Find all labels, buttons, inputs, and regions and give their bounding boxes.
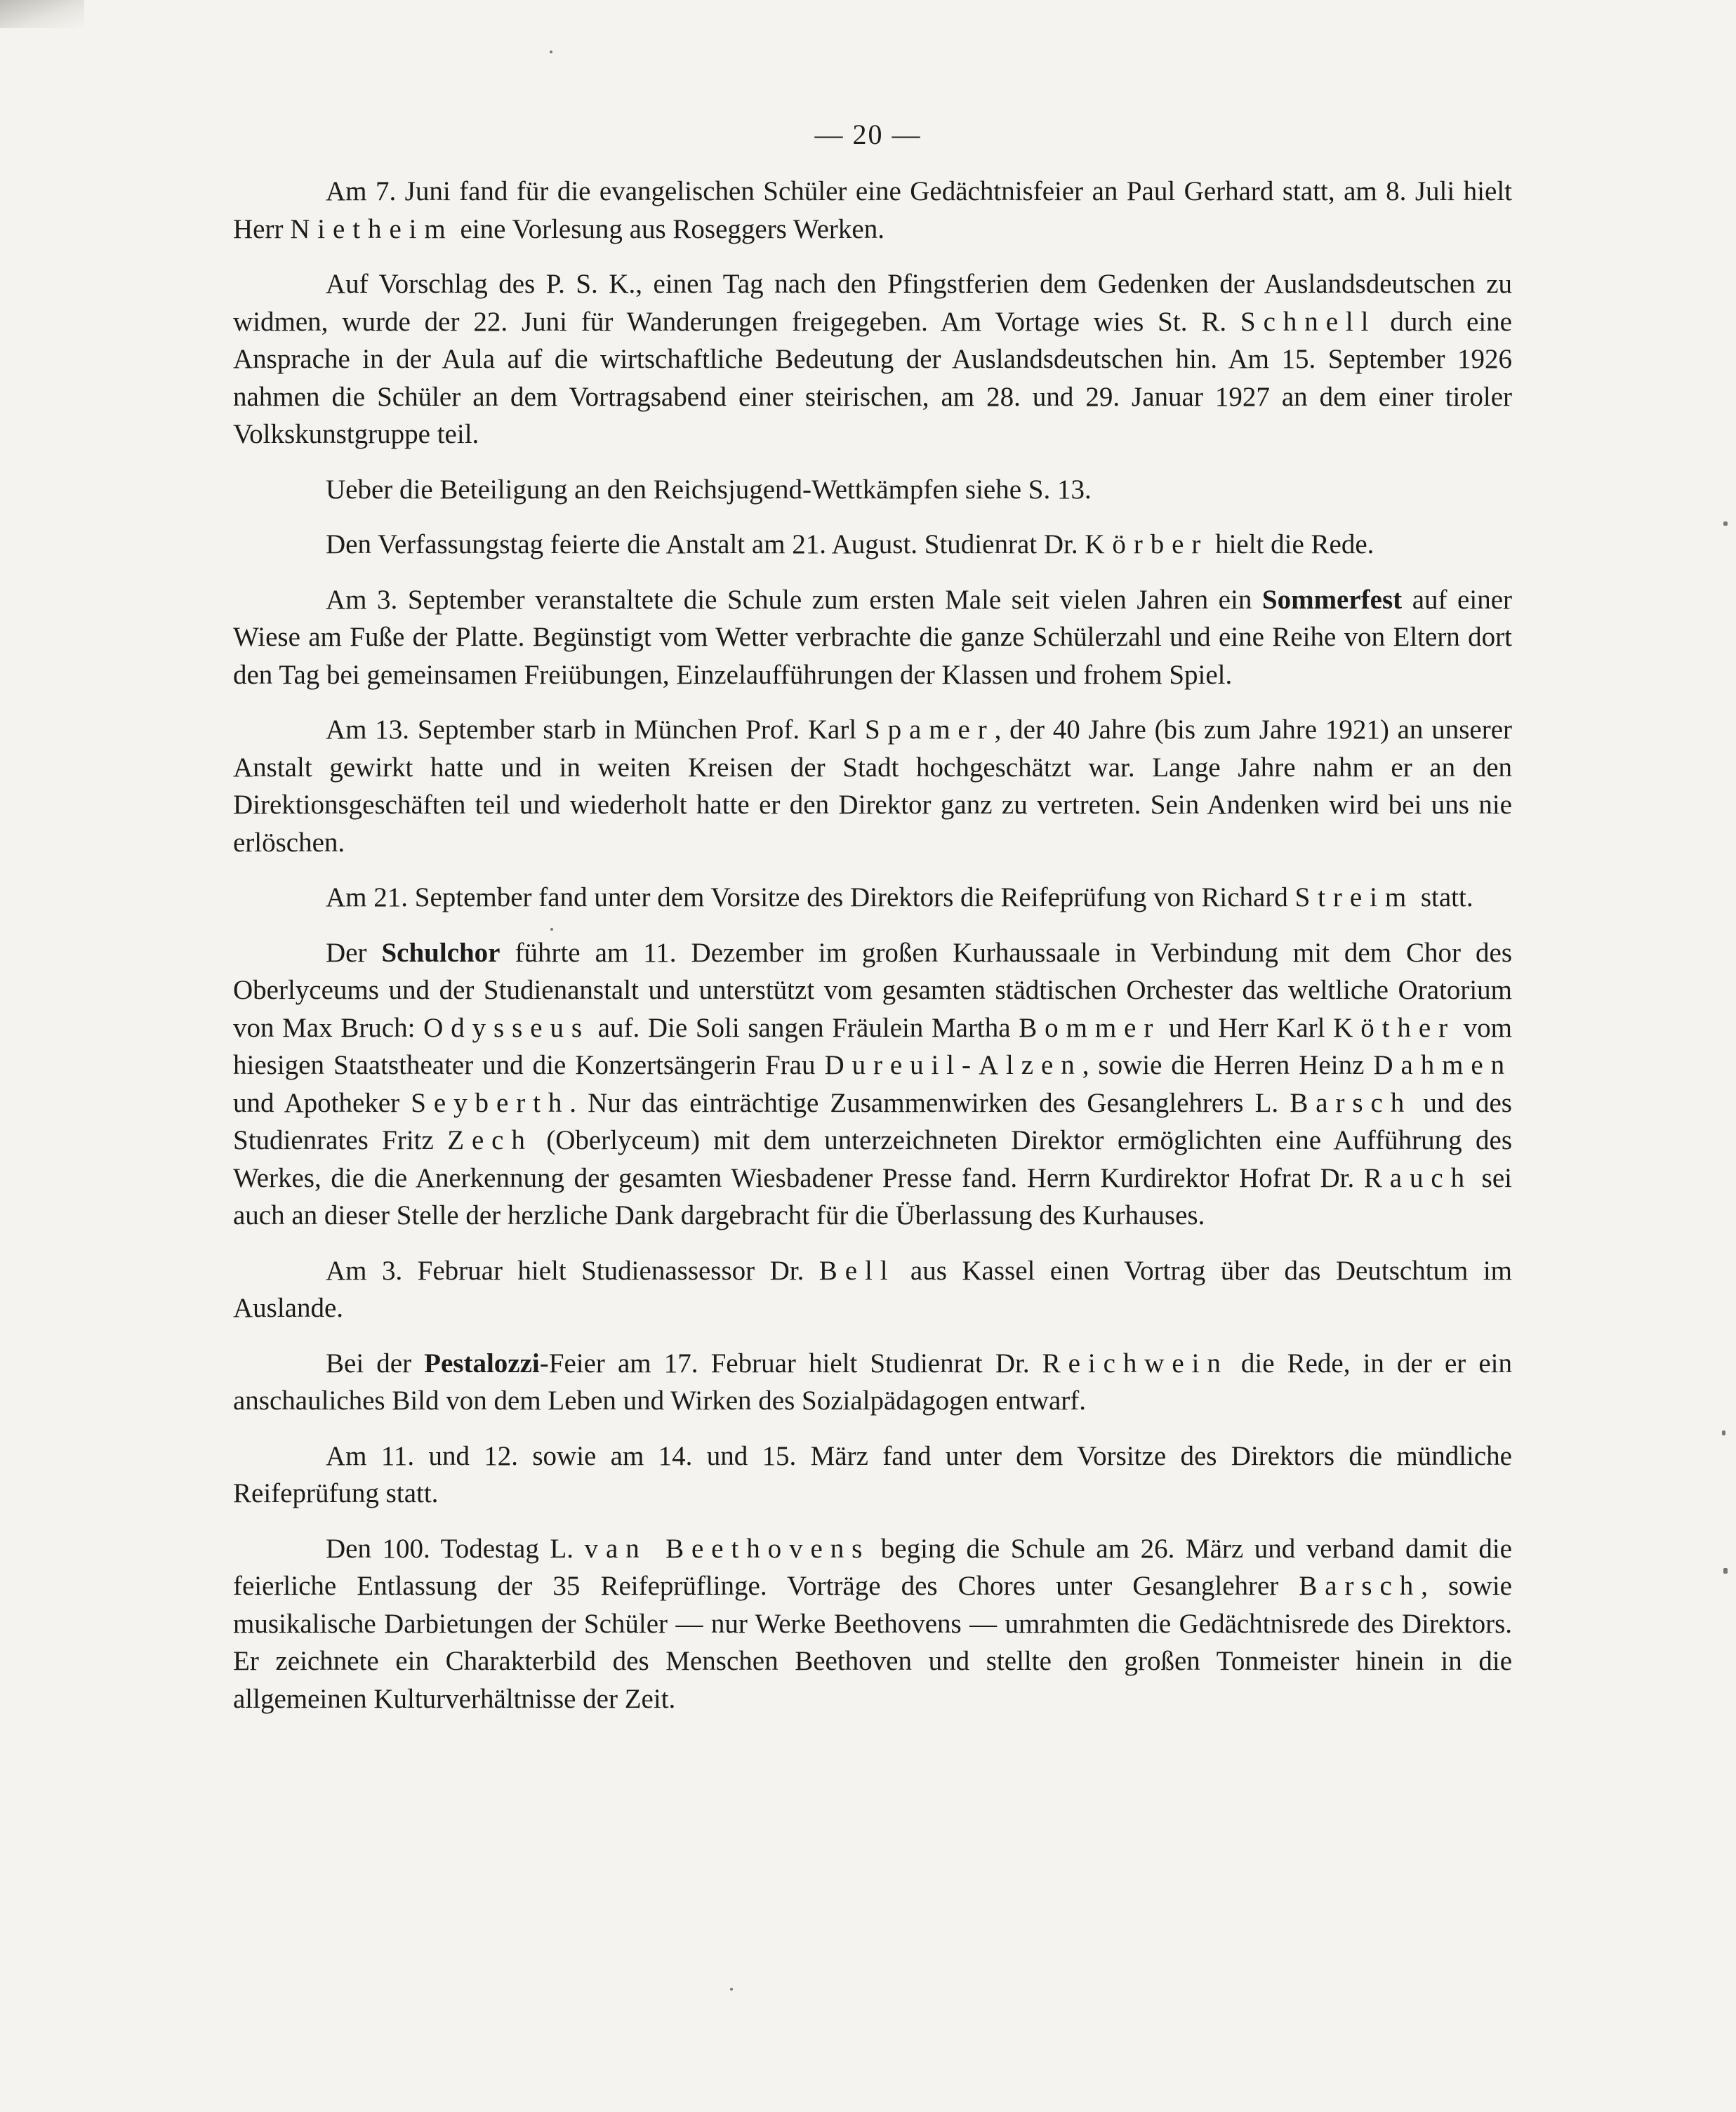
text-run: Am 3. Februar hielt Studienassessor Dr. — [326, 1255, 819, 1286]
text-run: sei auch an dieser Stelle der herzliche Dank dargebracht für die Überlassung des Kurhauses. — [233, 1162, 1512, 1230]
bold-term: Sommerfest — [1261, 584, 1403, 615]
scan-speck — [1723, 1568, 1728, 1574]
spaced-name: Odysseus — [423, 1012, 590, 1043]
document-body — [233, 173, 1512, 1735]
paragraph — [233, 265, 1512, 453]
scan-speck — [1722, 1430, 1725, 1435]
scan-speck — [730, 1988, 733, 1991]
page-number: — 20 — — [814, 119, 922, 150]
text-run: und Herr Karl — [1160, 1012, 1334, 1043]
bold-term: Pestalozzi — [424, 1348, 540, 1379]
paragraph — [233, 1530, 1512, 1718]
text-run: und Apotheker — [233, 1087, 411, 1118]
spaced-name: Streim — [1294, 882, 1414, 912]
text-run: auf. Die Soli sangen Fräulein Martha — [590, 1012, 1019, 1043]
spaced-name: Zech — [447, 1125, 533, 1155]
spaced-name: Spamer — [864, 715, 995, 745]
text-run: führte am 11. Dezember im großen Kurhaussaale in Verbindung mit dem Chor des Oberlyceums und der Studienanstalt und unterstützt vom gesamten städtischen Orchester das weltliche Oratorium von Max Bruch: — [233, 937, 1513, 1043]
text-run: eine Vorlesung aus Roseggers Werken. — [453, 213, 884, 244]
paragraph — [233, 934, 1512, 1235]
text-run: statt. — [1414, 882, 1473, 912]
text-run: durch eine Ansprache in der Aula auf die wirtschaftliche Bedeutung der Auslandsdeutschen hin. Am 15. September 1926 nahmen die Schüler an dem Vortragsabend einer steirischen, am 28. und 29. Januar 1927 an dem einer tiroler Volkskunstgruppe teil. — [233, 306, 1512, 449]
text-run: Am 3. September veranstaltete die Schule zum ersten Male seit vielen Jahren ein — [326, 584, 1262, 615]
text-run: Der — [326, 937, 382, 968]
spaced-name: Schnell — [1240, 306, 1377, 337]
page-corner-fold — [0, 0, 84, 28]
spaced-name: Nietheim — [290, 213, 453, 244]
text-run: -Feier am 17. Februar hielt Studienrat Dr. — [539, 1348, 1042, 1379]
text-run: beging die Schule am 26. März und verband damit die feierliche Entlassung der 35 Reifeprüflinge. Vorträge des Chores unter Gesanglehrer — [233, 1533, 1512, 1601]
text-run: . Nur das einträchtige Zusammenwirken des Gesanglehrers L. — [569, 1087, 1290, 1118]
text-run: (Oberlyceum) mit dem unterzeichneten Direktor ermöglichten eine Aufführung des Werkes, die die Anerkennung der gesamten Wiesbadener Presse fand. Herrn Kurdirektor Hofrat Dr. — [233, 1125, 1513, 1193]
spaced-name: Dureuil-Alzen — [824, 1050, 1082, 1080]
paragraph — [233, 711, 1512, 861]
spaced-name: Reichwein — [1042, 1348, 1228, 1379]
spaced-name: van Beethovens — [584, 1533, 870, 1564]
scan-speck — [550, 51, 552, 53]
paragraph — [233, 1437, 1512, 1513]
paragraph — [233, 1345, 1512, 1420]
spaced-name: Dahmen — [1373, 1050, 1513, 1080]
text-run: Den Verfassungstag feierte die Anstalt am 21. August. Studienrat Dr. — [326, 529, 1085, 559]
spaced-name: Rauch — [1363, 1162, 1473, 1193]
text-run: , sowie die Herren Heinz — [1082, 1050, 1374, 1080]
paragraph — [233, 1252, 1512, 1327]
text-run: hielt die Rede. — [1208, 529, 1374, 559]
text-run: aus Kassel einen Vortrag über das Deutschtum im Auslande. — [233, 1255, 1512, 1323]
text-run: Am 21. September fand unter dem Vorsitze des Direktors die Reifeprüfung von Richard — [326, 882, 1295, 912]
bold-term: Schulchor — [381, 937, 501, 968]
text-run: Den 100. Todestag L. — [326, 1533, 585, 1564]
text-run: auf einer Wiese am Fuße der Platte. Begünstigt vom Wetter verbrachte die ganze Schülerzahl und eine Reihe von Eltern dort den Tag bei gemeinsamen Freiübungen, Einzelaufführungen der Klassen und frohem Spiel. — [233, 584, 1512, 690]
spaced-name: Köther — [1333, 1012, 1455, 1043]
spaced-name: Bommer — [1019, 1012, 1161, 1043]
text-run: und des Studienrates Fritz — [233, 1087, 1512, 1155]
text-run: Bei der — [326, 1348, 425, 1379]
paragraph — [233, 581, 1512, 694]
paragraph — [233, 173, 1512, 248]
text-run: Ueber die Beteiligung an den Reichsjugend-Wettkämpfen siehe S. 13. — [326, 474, 1092, 505]
text-run: die Rede, in der er ein anschauliches Bild von dem Leben und Wirken des Sozialpädagogen entwarf. — [233, 1348, 1512, 1416]
text-run: Am 7. Juni fand für die evangelischen Schüler eine Gedächtnisfeier an Paul Gerhard statt, am 8. Juli hielt Herr — [233, 176, 1512, 244]
text-run: Am 13. September starb in München Prof. Karl — [326, 715, 865, 745]
text-run: Am 11. und 12. sowie am 14. und 15. März fand unter dem Vorsitze des Direktors die mündliche Reifeprüfung statt. — [233, 1440, 1512, 1508]
text-run: Auf Vorschlag des P. S. K., einen Tag nach den Pfingstferien dem Gedenken der Auslandsdeutschen zu widmen, wurde der 22. Juni für Wanderungen freigegeben. Am Vortage wies St. R. — [233, 269, 1512, 337]
text-run: , der 40 Jahre (bis zum Jahre 1921) an unserer Anstalt gewirkt hatte und in weiten Kreisen der Stadt hochgeschätzt war. Lange Jahre nahm er an den Direktionsgeschäften teil und wiederholt hatte er den Direktor ganz zu vertreten. Sein Andenken wird bei uns nie erlöschen. — [233, 715, 1512, 858]
spaced-name: Barsch — [1290, 1087, 1412, 1118]
text-run: vom hiesigen Staatstheater und die Konzertsängerin Frau — [233, 1012, 1512, 1080]
spaced-name: Bell — [819, 1255, 896, 1286]
spaced-name: Seyberth — [411, 1087, 570, 1118]
paragraph — [233, 879, 1512, 917]
spaced-name: Barsch — [1299, 1571, 1422, 1601]
paragraph — [233, 526, 1512, 564]
paragraph — [233, 471, 1512, 509]
scan-speck — [1723, 522, 1728, 526]
text-run: , sowie musikalische Darbietungen der Schüler — nur Werke Beethovens — umrahmten die Gedächtnisrede des Direktors. Er zeichnete ein Charakterbild des Menschen Beethoven und stellte den großen Tonmeister hinein in die allgemeinen Kulturverhältnisse der Zeit. — [233, 1571, 1512, 1714]
spaced-name: Körber — [1085, 529, 1209, 559]
